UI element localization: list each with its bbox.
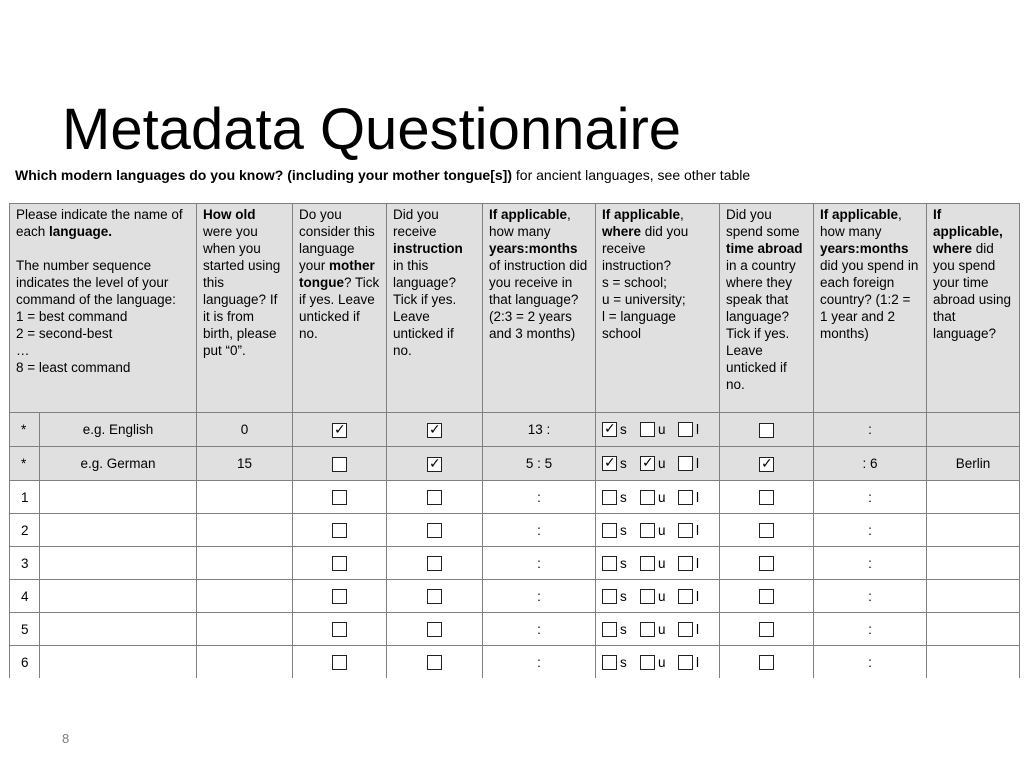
u-checkbox[interactable] [640,589,655,604]
mother-tongue-cell [293,580,387,613]
u-checkbox[interactable] [640,456,655,471]
s-label: s [620,489,627,505]
example-row [10,447,1020,481]
where-abroad-cell[interactable] [927,646,1020,679]
l-checkbox[interactable] [678,589,693,604]
place-checkboxes [602,522,716,537]
instruction-cell [387,613,483,646]
language-cell[interactable] [40,481,197,514]
years-instruction-cell[interactable]: 5 : 5 [483,447,596,481]
years-abroad-cell[interactable]: : [814,514,927,547]
row-number: 5 [10,613,40,646]
instruction-checkbox[interactable] [427,423,442,438]
s-label: s [620,422,627,438]
questionnaire-table [9,203,1020,678]
mother-tongue-cell [293,447,387,481]
s-label: s [620,621,627,637]
place-checkboxes [602,489,716,504]
age-cell[interactable] [197,580,293,613]
l-checkbox[interactable] [678,655,693,670]
where-abroad-cell[interactable] [927,547,1020,580]
time-abroad-checkbox[interactable] [759,457,774,472]
time-abroad-cell [720,646,814,679]
l-label: l [696,555,699,571]
instruction-cell [387,413,483,447]
header-language: Please indicate the name of each language. The number sequence indicates the level of your command of the language: 1 = best command 2 = second-best … 8 = least command [10,204,197,413]
place-checkboxes [602,621,716,636]
language-cell[interactable] [40,514,197,547]
time-abroad-cell [720,547,814,580]
l-checkbox[interactable] [678,422,693,437]
u-label: u [658,422,666,438]
language-cell: e.g. English [40,413,197,447]
where-abroad-cell[interactable] [927,580,1020,613]
where-abroad-cell [927,413,1020,447]
years-instruction-cell[interactable]: : [483,514,596,547]
mother-tongue-cell [293,646,387,679]
instruction-cell [387,646,483,679]
where-abroad-cell[interactable] [927,481,1020,514]
l-label: l [696,621,699,637]
mother-tongue-cell [293,481,387,514]
age-cell[interactable] [197,514,293,547]
time-abroad-cell [720,514,814,547]
years-abroad-cell[interactable]: : [814,580,927,613]
row-number: * [10,413,40,447]
u-checkbox[interactable] [640,556,655,571]
place-checkboxes [602,555,716,570]
instruction-checkbox[interactable] [427,556,442,571]
years-abroad-cell[interactable]: : [814,413,927,447]
mother-tongue-checkbox[interactable] [332,457,347,472]
language-cell[interactable] [40,580,197,613]
u-label: u [658,489,666,505]
header-where-instruction: If applicable, where did you receive instruction? s = school; u = university; l = language school [596,204,720,413]
where-instruction-cell [596,580,720,613]
where-abroad-cell[interactable] [927,514,1020,547]
s-checkbox[interactable] [602,556,617,571]
table-row [10,514,1020,547]
time-abroad-cell [720,613,814,646]
table-row [10,547,1020,580]
s-checkbox[interactable] [602,422,617,437]
years-instruction-cell[interactable]: : [483,481,596,514]
row-number: 1 [10,481,40,514]
mother-tongue-cell [293,514,387,547]
instruction-cell [387,447,483,481]
language-cell[interactable] [40,613,197,646]
mother-tongue-checkbox[interactable] [332,556,347,571]
header-how-old: How old were you when you started using this language? If it is from birth, please put “0”. [197,204,293,413]
language-cell[interactable] [40,646,197,679]
where-abroad-cell[interactable] [927,613,1020,646]
where-instruction-cell [596,413,720,447]
mother-tongue-checkbox[interactable] [332,655,347,670]
header-mother-tongue: Do you consider this language your mother tongue? Tick if yes. Leave unticked if no. [293,204,387,413]
s-checkbox[interactable] [602,490,617,505]
u-label: u [658,654,666,670]
u-checkbox[interactable] [640,622,655,637]
table-row [10,646,1020,679]
time-abroad-cell [720,447,814,481]
intro-question: Which modern languages do you know? (including your mother tongue[s]) [15,167,512,183]
place-checkboxes [602,588,716,603]
age-cell[interactable] [197,481,293,514]
where-instruction-cell [596,613,720,646]
row-number: 6 [10,646,40,679]
years-instruction-cell[interactable]: : [483,547,596,580]
s-label: s [620,555,627,571]
u-checkbox[interactable] [640,655,655,670]
where-instruction-cell [596,481,720,514]
s-label: s [620,522,627,538]
u-checkbox[interactable] [640,422,655,437]
header-row [10,204,1020,413]
s-checkbox[interactable] [602,622,617,637]
years-instruction-cell[interactable]: : [483,613,596,646]
page-number: 8 [62,731,70,746]
years-instruction-cell[interactable]: 13 : [483,413,596,447]
l-checkbox[interactable] [678,523,693,538]
years-instruction-cell[interactable]: : [483,580,596,613]
instruction-checkbox[interactable] [427,622,442,637]
mother-tongue-checkbox[interactable] [332,490,347,505]
instruction-checkbox[interactable] [427,589,442,604]
mother-tongue-checkbox[interactable] [332,622,347,637]
slide-title: Metadata Questionnaire [62,97,682,162]
l-label: l [696,654,699,670]
instruction-cell [387,514,483,547]
place-checkboxes [602,422,716,437]
time-abroad-cell [720,481,814,514]
mother-tongue-cell [293,547,387,580]
row-number: * [10,447,40,481]
instruction-checkbox[interactable] [427,523,442,538]
age-cell: 15 [197,447,293,481]
instruction-cell [387,481,483,514]
instruction-checkbox[interactable] [427,457,442,472]
mother-tongue-cell [293,413,387,447]
u-label: u [658,456,666,472]
l-checkbox[interactable] [678,556,693,571]
years-instruction-cell[interactable]: : [483,646,596,679]
s-label: s [620,588,627,604]
header-years-abroad: If applicable, how many years:months did you spend in each foreign country? (1:2 = 1 year and 2 months) [814,204,927,413]
header-time-abroad: Did you spend some time abroad in a country where they speak that language? Tick if yes. Leave unticked if no. [720,204,814,413]
where-instruction-cell [596,514,720,547]
l-label: l [696,588,699,604]
header-where-abroad: If applicable, where did you spend your time abroad using that language? [927,204,1020,413]
table-row [10,580,1020,613]
time-abroad-checkbox[interactable] [759,589,774,604]
time-abroad-cell [720,580,814,613]
u-checkbox[interactable] [640,490,655,505]
language-cell: e.g. German [40,447,197,481]
age-cell[interactable] [197,547,293,580]
s-checkbox[interactable] [602,589,617,604]
header-years-instruction: If applicable, how many years:months of instruction did you receive in that language? (2:3 = 2 years and 3 months) [483,204,596,413]
time-abroad-checkbox[interactable] [759,622,774,637]
l-label: l [696,489,699,505]
l-label: l [696,422,699,438]
mother-tongue-cell [293,613,387,646]
mother-tongue-checkbox[interactable] [332,589,347,604]
time-abroad-checkbox[interactable] [759,423,774,438]
table-row [10,481,1020,514]
instruction-checkbox[interactable] [427,490,442,505]
mother-tongue-checkbox[interactable] [332,523,347,538]
years-abroad-cell[interactable]: : [814,481,927,514]
example-row [10,413,1020,447]
age-cell[interactable] [197,613,293,646]
time-abroad-checkbox[interactable] [759,523,774,538]
s-label: s [620,654,627,670]
where-instruction-cell [596,547,720,580]
u-label: u [658,522,666,538]
s-checkbox[interactable] [602,456,617,471]
place-checkboxes [602,654,716,669]
l-label: l [696,522,699,538]
instruction-checkbox[interactable] [427,655,442,670]
l-checkbox[interactable] [678,622,693,637]
l-checkbox[interactable] [678,456,693,471]
time-abroad-cell [720,413,814,447]
time-abroad-checkbox[interactable] [759,655,774,670]
language-cell[interactable] [40,547,197,580]
mother-tongue-checkbox[interactable] [332,423,347,438]
intro-note: for ancient languages, see other table [515,167,751,183]
age-cell[interactable] [197,646,293,679]
instruction-cell [387,580,483,613]
age-cell: 0 [197,413,293,447]
row-number: 3 [10,547,40,580]
time-abroad-checkbox[interactable] [759,490,774,505]
intro-line [15,167,750,183]
l-checkbox[interactable] [678,490,693,505]
s-checkbox[interactable] [602,655,617,670]
time-abroad-checkbox[interactable] [759,556,774,571]
u-label: u [658,588,666,604]
where-abroad-cell: Berlin [927,447,1020,481]
instruction-cell [387,547,483,580]
s-checkbox[interactable] [602,523,617,538]
header-instruction: Did you receive instruction in this language? Tick if yes. Leave unticked if no. [387,204,483,413]
where-instruction-cell [596,447,720,481]
years-abroad-cell[interactable]: : [814,547,927,580]
u-checkbox[interactable] [640,523,655,538]
s-label: s [620,456,627,472]
u-label: u [658,621,666,637]
years-abroad-cell[interactable]: : 6 [814,447,927,481]
table-row [10,613,1020,646]
u-label: u [658,555,666,571]
place-checkboxes [602,456,716,471]
row-number: 2 [10,514,40,547]
where-instruction-cell [596,646,720,679]
years-abroad-cell[interactable]: : [814,613,927,646]
years-abroad-cell[interactable]: : [814,646,927,679]
l-label: l [696,456,699,472]
row-number: 4 [10,580,40,613]
